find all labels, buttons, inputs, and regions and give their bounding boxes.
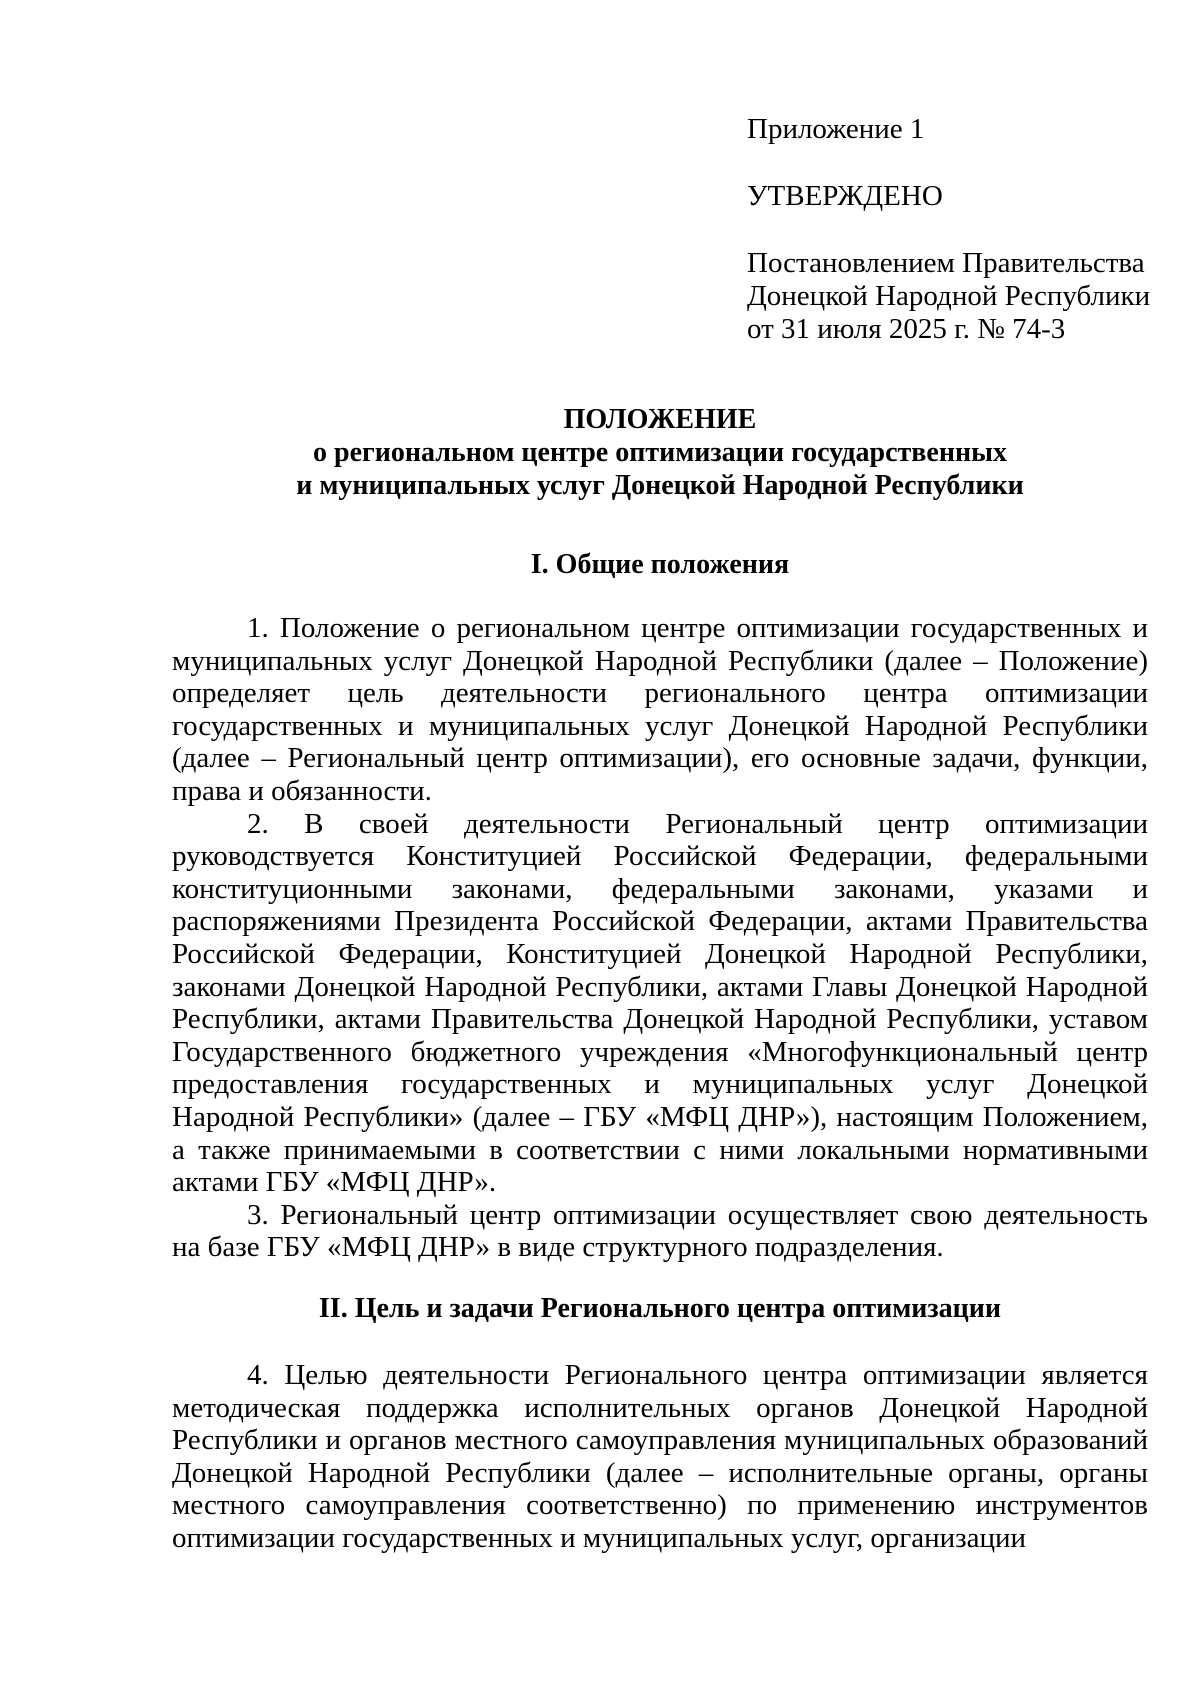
paragraph-1: 1. Положение о региональном центре оптимизации государственных и муниципальных услуг Донецкой Народной Республики (далее – Положение) определяет цель деятельности регионального центра оптимизации государственных и муниципальных услуг Донецкой Народной Республики (далее – Региональный центр оптимизации), его основные задачи, функции, права и обязанности. bbox=[172, 612, 1148, 807]
paragraph-2: 2. В своей деятельности Региональный центр оптимизации руководствуется Конституцией Российской Федерации, федеральными конституционными законами, федеральными законами, указами и распоряжениями Президента Российской Федерации, актами Правительства Российской Федерации, Конституцией Донецкой Народной Республики, законами Донецкой Народной Республики, актами Главы Донецкой Народной Республики, актами Правительства Донецкой Народной Республики, уставом Государственного бюджетного учреждения «Многофункциональный центр предоставления государственных и муниципальных услуг Донецкой Народной Республики» (далее – ГБУ «МФЦ ДНР»), настоящим Положением, а также принимаемыми в соответствии с ними локальными нормативными актами ГБУ «МФЦ ДНР». bbox=[172, 807, 1148, 1199]
document-title bbox=[172, 403, 1148, 502]
paragraph-4: 4. Целью деятельности Регионального центра оптимизации является методическая поддержка исполнительных органов Донецкой Народной Республики и органов местного самоуправления муниципальных образований Донецкой Народной Республики (далее – исполнительные органы, органы местного самоуправления соответственно) по применению инструментов оптимизации государственных и муниципальных услуг, организации bbox=[172, 1359, 1148, 1554]
title-sub-line-1: о региональном центре оптимизации государственных bbox=[313, 437, 1007, 468]
title-main: ПОЛОЖЕНИЕ bbox=[563, 404, 757, 435]
approval-block bbox=[747, 113, 1167, 346]
approved-stamp-text: УТВЕРЖДЕНО bbox=[747, 180, 943, 212]
appendix-label: Приложение 1 bbox=[747, 113, 925, 145]
section-2-body bbox=[172, 1359, 1148, 1555]
decree-line-3: от 31 июля 2025 г. № 74-3 bbox=[747, 313, 1066, 345]
decree-line-1: Постановлением Правительства bbox=[747, 247, 1145, 279]
title-sub-line-2: и муниципальных услуг Донецкой Народной Республики bbox=[296, 470, 1024, 501]
decree-line-2: Донецкой Народной Республики bbox=[747, 280, 1151, 312]
section-1-body bbox=[172, 612, 1148, 1264]
section-2-heading: II. Цель и задачи Регионального центра оптимизации bbox=[318, 1293, 1002, 1324]
paragraph-3: 3. Региональный центр оптимизации осуществляет свою деятельность на базе ГБУ «МФЦ ДНР» в виде структурного подразделения. bbox=[172, 1198, 1148, 1264]
section-1-heading: I. Общие положения bbox=[530, 549, 790, 580]
